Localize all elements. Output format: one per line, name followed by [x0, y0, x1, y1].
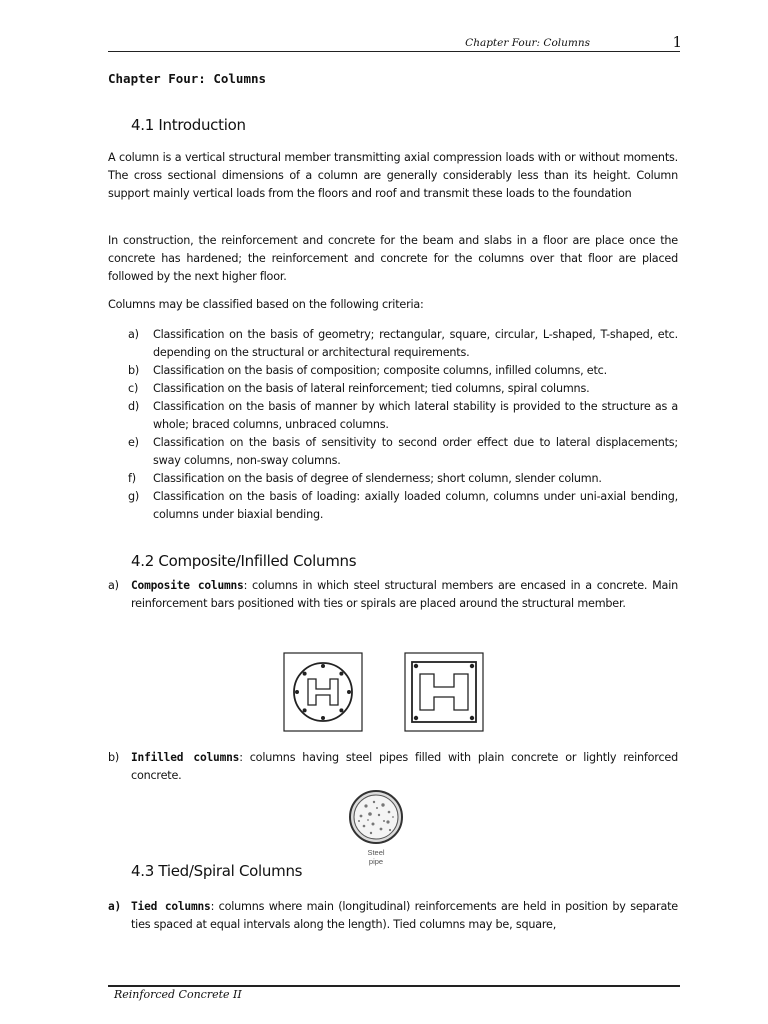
- list-item-text: Classification on the basis of degree of slenderness; short column, slender column.: [153, 472, 602, 485]
- section-heading-tied-spiral: 4.3 Tied/Spiral Columns: [131, 862, 303, 880]
- list-item-text: Classification on the basis of manner by which lateral stability is provided to the structure as a whole; braced columns, unbraced columns.: [153, 400, 678, 431]
- list-item: [128, 398, 678, 434]
- intro-paragraph-3: Columns may be classified based on the following criteria:: [108, 298, 424, 311]
- caption-line: pipe: [368, 857, 384, 866]
- page-number: 1: [672, 33, 682, 51]
- term-composite-columns: Composite columns: [131, 579, 244, 592]
- intro-paragraph-2: In construction, the reinforcement and concrete for the beam and slabs in a floor are place once the concrete has hardened; the reinforcement and concrete for the columns over that floor are placed followed by the next higher floor.: [108, 234, 678, 283]
- footer-rule: [108, 985, 680, 987]
- list-marker: b): [128, 364, 140, 377]
- definition-body: : columns having steel pipes filled with plain concrete or lightly reinforced concrete.: [131, 751, 678, 782]
- steel-pipe-figure: [344, 788, 408, 846]
- list-item: [128, 362, 678, 380]
- list-item: [128, 326, 678, 362]
- list-item: [128, 470, 678, 488]
- section-heading-composite-infilled: 4.2 Composite/Infilled Columns: [131, 552, 357, 570]
- list-marker: d): [128, 400, 140, 413]
- definition-composite-columns: [108, 577, 678, 613]
- list-marker: e): [128, 436, 139, 449]
- list-item-text: Classification on the basis of loading: axially loaded column, columns under uni-axial bending, columns under biaxial bending.: [153, 490, 678, 521]
- definition-text: [131, 749, 678, 785]
- list-item: [128, 434, 678, 470]
- definition-tied-columns: [108, 898, 678, 934]
- list-marker: b): [108, 751, 120, 764]
- definition-body: : columns in which steel structural members are encased in a concrete. Main reinforcement bars positioned with ties or spirals are placed around the structural member.: [131, 579, 679, 610]
- list-marker: c): [128, 382, 139, 395]
- definition-text: [131, 898, 678, 934]
- running-footer-title: Reinforced Concrete II: [114, 988, 242, 1001]
- running-header-title: Chapter Four: Columns: [465, 37, 590, 49]
- list-marker: a): [128, 328, 139, 341]
- chapter-title: Chapter Four: Columns: [108, 71, 267, 86]
- section-heading-introduction: 4.1 Introduction: [131, 116, 246, 134]
- list-marker: g): [128, 490, 140, 503]
- intro-paragraph-1: A column is a vertical structural member transmitting axial compression loads with or without moments. The cross sectional dimensions of a column are generally considerably less than its height. Column support mainly vertical loads from the floors and roof and transmit these loads to the foundation: [108, 151, 678, 200]
- term-infilled-columns: Infilled columns: [131, 751, 240, 764]
- classification-list: [128, 326, 678, 524]
- list-item-text: Classification on the basis of sensitivity to second order effect due to lateral displacements; sway columns, non-sway columns.: [153, 436, 678, 467]
- steel-pipe-caption: [356, 848, 396, 866]
- definition-text: [131, 577, 678, 613]
- list-item: [128, 488, 678, 524]
- list-item-text: Classification on the basis of geometry; rectangular, square, circular, L-shaped, T-shaped, etc. depending on the structural or architectural requirements.: [153, 328, 678, 359]
- composite-column-rectangular-figure: [404, 652, 484, 732]
- list-item-text: Classification on the basis of lateral reinforcement; tied columns, spiral columns.: [153, 382, 590, 395]
- definition-infilled-columns: [108, 749, 678, 785]
- list-marker: a): [108, 579, 119, 592]
- list-item: [128, 380, 678, 398]
- list-item-text: Classification on the basis of composition; composite columns, infilled columns, etc.: [153, 364, 607, 377]
- composite-column-circular-figure: [283, 652, 363, 732]
- header-rule: [108, 51, 680, 52]
- caption-line: Steel: [367, 848, 385, 857]
- list-marker: a): [108, 900, 122, 913]
- definition-body: : columns where main (longitudinal) reinforcements are held in position by separate ties spaced at equal intervals along the length). Tied columns may be, square,: [131, 900, 678, 931]
- list-marker: f): [128, 472, 136, 485]
- term-tied-columns: Tied columns: [131, 900, 211, 913]
